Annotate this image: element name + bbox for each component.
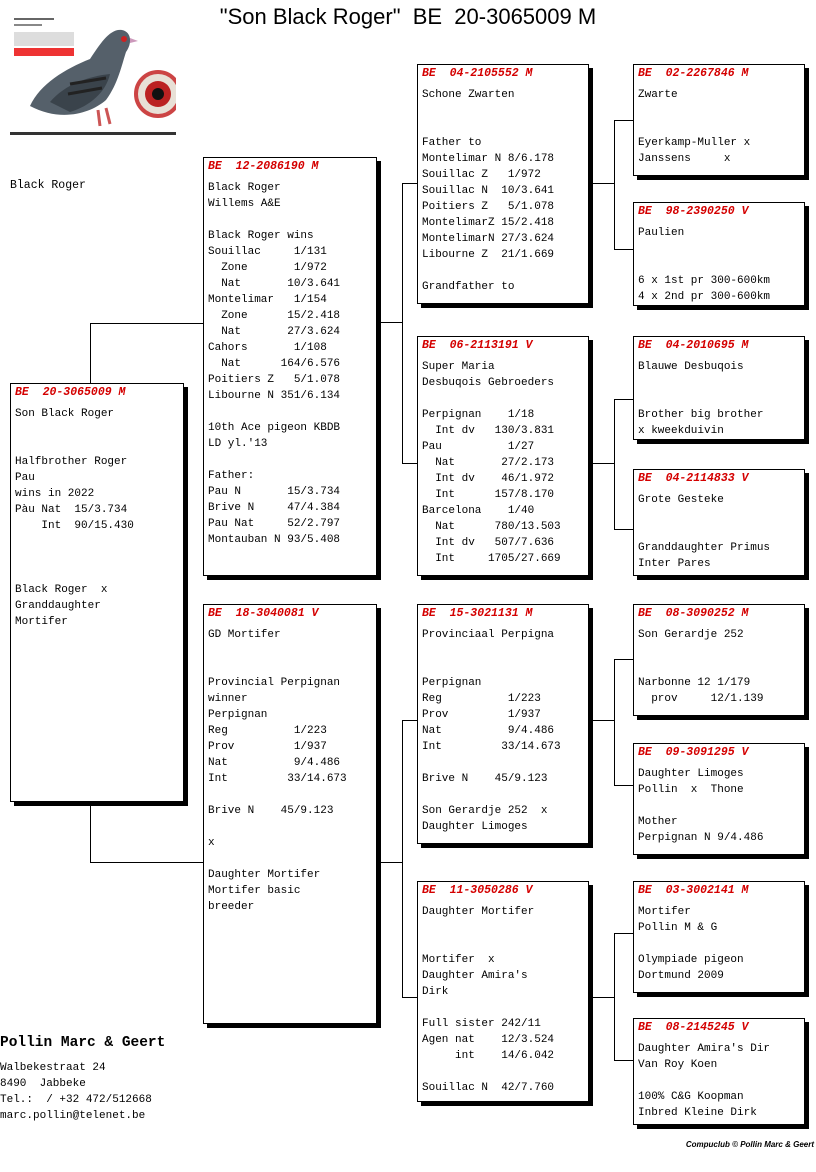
detail-line: Perpignan — [208, 709, 268, 721]
connector-line — [614, 399, 633, 400]
ring-number: BE 08-3090252 M — [638, 607, 749, 620]
pigeon-details — [638, 87, 800, 167]
page-title: "Son Black Roger" BE 20-3065009 M — [219, 4, 597, 29]
detail-line: Brother big brother — [638, 409, 764, 421]
breeder-name: Pollin Marc & Geert — [0, 1035, 166, 1051]
detail-line — [422, 787, 584, 803]
detail-line — [638, 798, 800, 814]
detail-line: breeder — [208, 901, 255, 913]
detail-line — [208, 212, 372, 228]
ring-number: BE 18-3040081 V — [208, 607, 319, 620]
connector-line — [402, 720, 417, 721]
ring-number: BE 02-2267846 M — [638, 67, 749, 80]
detail-line: Cahors 1/108 — [208, 342, 327, 354]
footer-credit: Compuclub © Pollin Marc & Geert — [685, 1140, 814, 1149]
detail-line — [208, 659, 372, 675]
detail-line: Agen nat 12/3.524 — [422, 1034, 555, 1046]
detail-line — [422, 755, 584, 771]
connector-line — [90, 323, 203, 324]
address-email: marc.pollin@telenet.be — [0, 1110, 146, 1122]
detail-line: Libourne N 351/6.134 — [208, 390, 341, 402]
detail-line — [422, 659, 584, 675]
detail-line: Souillac 1/131 — [208, 246, 327, 258]
detail-line: Mother — [638, 816, 678, 828]
pigeon-details — [208, 180, 372, 548]
detail-line: Pau Nat 52/2.797 — [208, 518, 341, 530]
pedigree-box-fmm — [633, 469, 805, 576]
detail-line: Perpignan N 9/4.486 — [638, 832, 764, 844]
pigeon-photo — [10, 14, 176, 135]
pigeon-details — [422, 904, 584, 1096]
detail-line — [638, 643, 800, 659]
detail-line: x — [208, 837, 215, 849]
connector-line — [614, 933, 615, 1061]
detail-line: Grandfather to — [422, 281, 515, 293]
detail-line — [638, 936, 800, 952]
detail-line: Van Roy Koen — [638, 1059, 718, 1071]
detail-line — [208, 787, 372, 803]
detail-line: Halfbrother Roger — [15, 456, 128, 468]
detail-line: Nat 27/2.173 — [422, 457, 555, 469]
ring-number: BE 09-3091295 V — [638, 746, 749, 759]
pigeon-details — [422, 87, 584, 295]
detail-line: Reg 1/223 — [422, 693, 541, 705]
detail-line: Provinciaal Perpigna — [422, 629, 555, 641]
detail-line: Brive N 47/4.384 — [208, 502, 341, 514]
detail-line: Pollin x Thone — [638, 784, 744, 796]
detail-line — [638, 119, 800, 135]
detail-line: Pollin M & G — [638, 922, 718, 934]
pigeon-details — [15, 406, 179, 630]
detail-line: 4 x 2nd pr 300-600km — [638, 291, 771, 303]
detail-line: Nat 780/13.503 — [422, 521, 561, 533]
connector-line — [593, 720, 615, 721]
detail-line: Pau — [15, 472, 35, 484]
pigeon-details — [638, 904, 800, 984]
ring-number: BE 98-2390250 V — [638, 205, 749, 218]
detail-line: Int 157/8.170 — [422, 489, 555, 501]
detail-line: Int 1705/27.669 — [422, 553, 561, 565]
detail-line: Granddaughter Primus — [638, 542, 771, 554]
ring-number: BE 12-2086190 M — [208, 160, 319, 173]
ring-number: BE 03-3002141 M — [638, 884, 749, 897]
detail-line: Super Maria — [422, 361, 495, 373]
detail-line: Daughter Mortifer — [422, 906, 535, 918]
connector-line — [381, 322, 403, 323]
pedigree-box-fm — [417, 336, 589, 576]
connector-line — [614, 1060, 633, 1061]
detail-line — [638, 1073, 800, 1089]
detail-line: Poitiers Z 5/1.078 — [422, 201, 555, 213]
detail-line: Willems A&E — [208, 198, 281, 210]
detail-line: Black Roger x — [15, 584, 108, 596]
detail-line: Black Roger wins — [208, 230, 314, 242]
detail-line: Son Gerardje 252 x — [422, 805, 548, 817]
pedigree-box-mf — [417, 604, 589, 844]
detail-line: Provincial Perpignan — [208, 677, 341, 689]
detail-line: Prov 1/937 — [422, 709, 541, 721]
detail-line: Montauban N 93/5.408 — [208, 534, 341, 546]
detail-line: Int dv 130/3.831 — [422, 425, 555, 437]
connector-line — [90, 806, 91, 863]
detail-line: Barcelona 1/40 — [422, 505, 535, 517]
detail-line — [15, 550, 179, 566]
detail-line: Reg 1/223 — [208, 725, 327, 737]
connector-line — [402, 997, 417, 998]
connector-line — [90, 323, 91, 383]
detail-line: Narbonne 12 1/179 — [638, 677, 751, 689]
pedigree-box-mff — [633, 604, 805, 716]
connector-line — [614, 529, 633, 530]
ring-number: BE 15-3021131 M — [422, 607, 533, 620]
pigeon-details — [638, 359, 800, 439]
detail-line: Nat 9/4.486 — [422, 725, 555, 737]
connector-line — [402, 183, 403, 464]
detail-line: Full sister 242/11 — [422, 1018, 541, 1030]
ring-number: BE 11-3050286 V — [422, 884, 533, 897]
detail-line — [638, 375, 800, 391]
connector-line — [614, 120, 633, 121]
pedigree-box-mmm — [633, 1018, 805, 1125]
pedigree-box-subject — [10, 383, 184, 802]
connector-line — [614, 120, 615, 250]
detail-line: Dortmund 2009 — [638, 970, 724, 982]
pedigree-box-fmf — [633, 336, 805, 440]
pigeon-details — [638, 627, 800, 707]
detail-line: Son Gerardje 252 — [638, 629, 744, 641]
detail-line: Inbred Kleine Dirk — [638, 1107, 757, 1119]
detail-line — [15, 566, 179, 582]
detail-line: Prov 1/937 — [208, 741, 327, 753]
detail-line: Daughter Amira's — [422, 970, 528, 982]
detail-line — [422, 1000, 584, 1016]
detail-line: 6 x 1st pr 300-600km — [638, 275, 771, 287]
detail-line — [208, 851, 372, 867]
detail-line — [422, 103, 584, 119]
pigeon-details — [208, 627, 372, 915]
detail-line: Dirk — [422, 986, 449, 998]
connector-line — [402, 183, 417, 184]
detail-line: Nat 9/4.486 — [208, 757, 341, 769]
detail-line: Granddaughter — [15, 600, 101, 612]
pedigree-box-mother — [203, 604, 377, 1024]
detail-line — [15, 534, 179, 550]
detail-line: Brive N 45/9.123 — [208, 805, 334, 817]
detail-line: Int dv 46/1.972 — [422, 473, 555, 485]
detail-line: Mortifer basic — [208, 885, 301, 897]
detail-line — [15, 422, 179, 438]
ring-number: BE 08-2145245 V — [638, 1021, 749, 1034]
detail-line: prov 12/1.139 — [638, 693, 764, 705]
detail-line: Zone 15/2.418 — [208, 310, 341, 322]
connector-line — [614, 785, 633, 786]
detail-line: Montelimar N 8/6.178 — [422, 153, 555, 165]
detail-line: MontelimarZ 15/2.418 — [422, 217, 555, 229]
detail-line: Souillac N 10/3.641 — [422, 185, 555, 197]
side-label: Black Roger — [10, 179, 86, 192]
detail-line — [422, 263, 584, 279]
address-phone: Tel.: / +32 472/512668 — [0, 1094, 152, 1106]
detail-line — [208, 404, 372, 420]
detail-line: 10th Ace pigeon KBDB — [208, 422, 341, 434]
detail-line: Nat 10/3.641 — [208, 278, 341, 290]
detail-line: Daughter Limoges — [422, 821, 528, 833]
detail-line: Daughter Mortifer — [208, 869, 321, 881]
pedigree-box-mmf — [633, 881, 805, 993]
detail-line: Daughter Limoges — [638, 768, 744, 780]
detail-line: Schone Zwarten — [422, 89, 515, 101]
address-street: Walbekestraat 24 — [0, 1062, 106, 1074]
detail-line — [638, 524, 800, 540]
detail-line — [422, 936, 584, 952]
detail-line: int 14/6.042 — [422, 1050, 555, 1062]
detail-line — [422, 1064, 584, 1080]
pigeon-details — [638, 225, 800, 305]
connector-line — [614, 249, 633, 250]
pigeon-details — [422, 359, 584, 567]
connector-line — [593, 997, 615, 998]
detail-line: Father to — [422, 137, 482, 149]
detail-line: Eyerkamp-Muller x — [638, 137, 751, 149]
detail-line — [208, 643, 372, 659]
detail-line: Libourne Z 21/1.669 — [422, 249, 555, 261]
detail-line: Mortifer — [15, 616, 68, 628]
detail-line: Desbuqois Gebroeders — [422, 377, 555, 389]
detail-line: Pau N 15/3.734 — [208, 486, 341, 498]
detail-line: Blauwe Desbuqois — [638, 361, 744, 373]
detail-line: Int 90/15.430 — [15, 520, 134, 532]
detail-line: Brive N 45/9.123 — [422, 773, 548, 785]
detail-line — [638, 103, 800, 119]
detail-line: MontelimarN 27/3.624 — [422, 233, 555, 245]
connector-line — [614, 933, 633, 934]
detail-line: Perpignan — [422, 677, 482, 689]
detail-line: Souillac N 42/7.760 — [422, 1082, 555, 1094]
pedigree-box-father — [203, 157, 377, 576]
connector-line — [614, 659, 615, 786]
detail-line: Zwarte — [638, 89, 678, 101]
connector-line — [402, 463, 417, 464]
connector-line — [90, 862, 203, 863]
detail-line: Inter Pares — [638, 558, 711, 570]
detail-line: LD yl.'13 — [208, 438, 268, 450]
connector-line — [593, 183, 615, 184]
detail-line: Poitiers Z 5/1.078 — [208, 374, 341, 386]
detail-line: Black Roger — [208, 182, 281, 194]
detail-line: x kweekduivin — [638, 425, 724, 437]
ring-number: BE 04-2105552 M — [422, 67, 533, 80]
detail-line: Int dv 507/7.636 — [422, 537, 555, 549]
detail-line: Nat 27/3.624 — [208, 326, 341, 338]
detail-line: 100% C&G Koopman — [638, 1091, 744, 1103]
detail-line: Pau 1/27 — [422, 441, 535, 453]
detail-line: Paulien — [638, 227, 685, 239]
pigeon-details — [638, 766, 800, 846]
detail-line: winner — [208, 693, 248, 705]
detail-line — [15, 438, 179, 454]
ring-number: BE 06-2113191 V — [422, 339, 533, 352]
ring-number: BE 04-2010695 M — [638, 339, 749, 352]
pedigree-box-ff — [417, 64, 589, 304]
detail-line — [208, 452, 372, 468]
connector-line — [402, 720, 403, 998]
detail-line: Int 33/14.673 — [422, 741, 561, 753]
detail-line: Souillac Z 1/972 — [422, 169, 541, 181]
detail-line — [638, 508, 800, 524]
pedigree-box-mfm — [633, 743, 805, 855]
detail-line: Olympiade pigeon — [638, 954, 744, 966]
detail-line: Son Black Roger — [15, 408, 115, 420]
detail-line: Janssens x — [638, 153, 731, 165]
connector-line — [381, 862, 403, 863]
pigeon-details — [638, 1041, 800, 1121]
connector-line — [614, 659, 633, 660]
pedigree-box-fff — [633, 64, 805, 176]
detail-line: wins in 2022 — [15, 488, 95, 500]
detail-line — [638, 241, 800, 257]
detail-line — [638, 391, 800, 407]
pigeon-details — [638, 492, 800, 572]
connector-line — [614, 399, 615, 530]
detail-line: Pàu Nat 15/3.734 — [15, 504, 128, 516]
detail-line: Perpignan 1/18 — [422, 409, 535, 421]
detail-line: GD Mortifer — [208, 629, 281, 641]
connector-line — [593, 463, 615, 464]
ring-number: BE 04-2114833 V — [638, 472, 749, 485]
detail-line: Zone 1/972 — [208, 262, 327, 274]
detail-line — [422, 119, 584, 135]
address-city: 8490 Jabbeke — [0, 1078, 86, 1090]
detail-line — [422, 643, 584, 659]
detail-line — [422, 391, 584, 407]
detail-line — [422, 920, 584, 936]
detail-line: Mortifer — [638, 906, 691, 918]
detail-line: Daughter Amira's Dir — [638, 1043, 771, 1055]
detail-line: Int 33/14.673 — [208, 773, 347, 785]
pigeon-illustration-icon — [10, 14, 176, 132]
detail-line — [638, 257, 800, 273]
detail-line — [638, 659, 800, 675]
breeder-address — [0, 1060, 152, 1124]
pedigree-box-ffm — [633, 202, 805, 306]
detail-line: Father: — [208, 470, 255, 482]
detail-line: Grote Gesteke — [638, 494, 724, 506]
detail-line — [208, 819, 372, 835]
ring-number: BE 20-3065009 M — [15, 386, 126, 399]
detail-line: Nat 164/6.576 — [208, 358, 341, 370]
detail-line: Mortifer x — [422, 954, 495, 966]
detail-line: Montelimar 1/154 — [208, 294, 327, 306]
pedigree-box-mm — [417, 881, 589, 1102]
pigeon-details — [422, 627, 584, 835]
